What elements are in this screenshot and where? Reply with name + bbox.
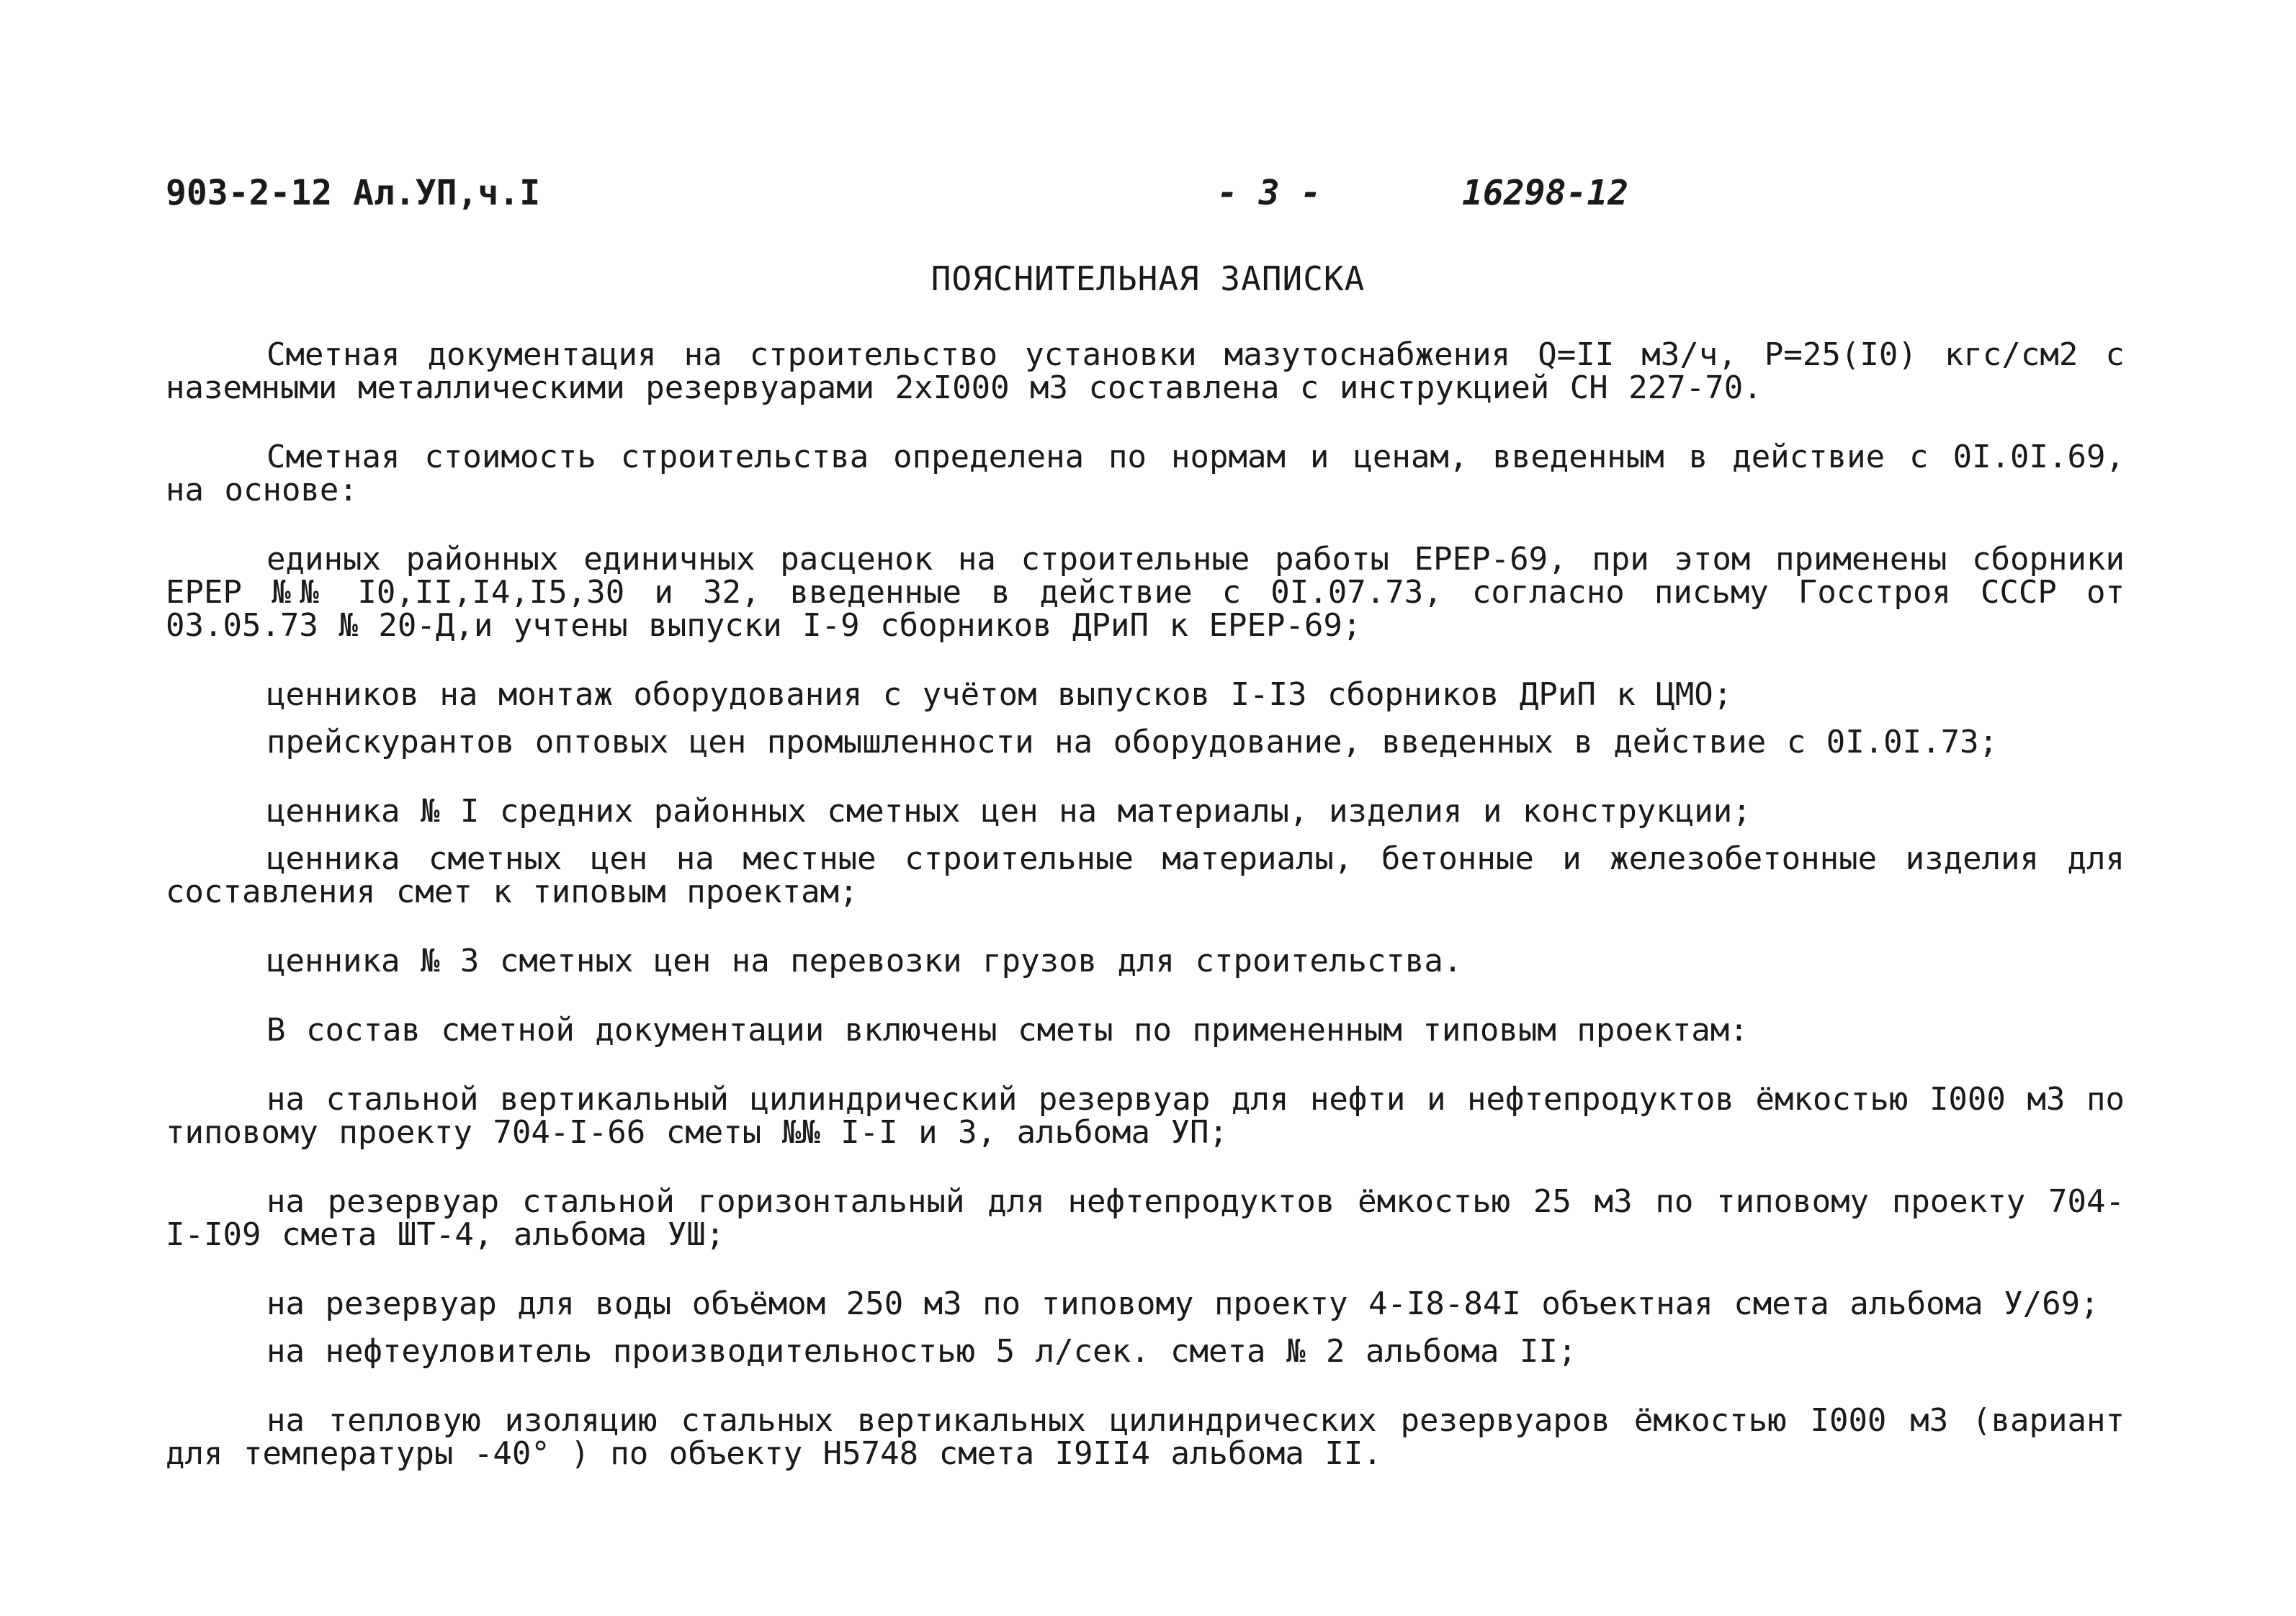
page-header <box>166 173 2110 230</box>
paragraph-water-tank: на резервуар для воды объёмом 250 м3 по типовому проекту 4-I8-84I объектная смета альбома У/69; <box>266 1285 2099 1322</box>
document-body <box>166 338 2125 1495</box>
document-code: 903-2-12 Ал.УП,ч.I <box>166 173 541 213</box>
paragraph-erer: единых районных единичных расценок на строительные работы ЕРЕР-69, при этом применены сборники ЕРЕР №№ I0,II,I4,I5,30 и 32, введенные в действие с 0I.07.73, согласно письму Госстроя СССР от 03.05.73 № 20-Д,и учтены выпуски I-9 сборников ДРиП к ЕРЕР-69; <box>166 541 2125 644</box>
paragraph-price-lists: прейскурантов оптовых цен промышленности на оборудование, введенных в действие с 0I.0I.73; <box>266 724 1999 760</box>
paragraph-price-book-1: ценника № I средних районных сметных цен на материалы, изделия и конструкции; <box>266 793 1752 830</box>
paragraph-intro: Сметная документация на строительство установки мазутоснабжения Q=II м3/ч, P=25(I0) кгс/см2 с наземными металлическими резервуарами 2xI000 м3 составлена с инструкцией СН 227-70. <box>166 336 2125 406</box>
inventory-number: 16298-12 <box>1462 173 1629 213</box>
paragraph-cmo: ценников на монтаж оборудования с учётом выпусков I-I3 сборников ДРиП к ЦМО; <box>266 676 1733 713</box>
document-title: ПОЯСНИТЕЛЬНАЯ ЗАПИСКА <box>930 259 1366 298</box>
paragraph-vertical-tank: на стальной вертикальный цилиндрический резервуар для нефти и нефтепродуктов ёмкостью I000 м3 по типовому проекту 704-I-66 сметы №№ I-I и 3, альбома УП; <box>166 1081 2125 1151</box>
paragraph-price-book-3: ценника № 3 сметных цен на перевозки грузов для строительства. <box>266 943 1463 979</box>
paragraph-composition: В состав сметной документации включены сметы по примененным типовым проектам: <box>266 1012 1749 1049</box>
paragraph-oil-trap: на нефтеуловитель производительностью 5 л/сек. смета № 2 альбома II; <box>266 1333 1577 1370</box>
paragraph-insulation: на тепловую изоляцию стальных вертикальных цилиндрических резервуаров ёмкостью I000 м3 (вариант для температуры -40° ) по объекту Н5748 смета I9II4 альбома II. <box>166 1402 2125 1472</box>
paragraph-horizontal-tank: на резервуар стальной горизонтальный для нефтепродуктов ёмкостью 25 м3 по типовому проекту 704-I-I09 смета ШТ-4, альбома УШ; <box>166 1183 2125 1253</box>
page-number: - 3 - <box>1217 173 1322 213</box>
paragraph-local-materials: ценника сметных цен на местные строительные материалы, бетонные и железобетонные изделия для составления смет к типовым проектам; <box>166 840 2125 910</box>
paragraph-cost-basis: Сметная стоимость строительства определена по нормам и ценам, введенным в действие с 0I.0I.69, на основе: <box>166 439 2125 508</box>
